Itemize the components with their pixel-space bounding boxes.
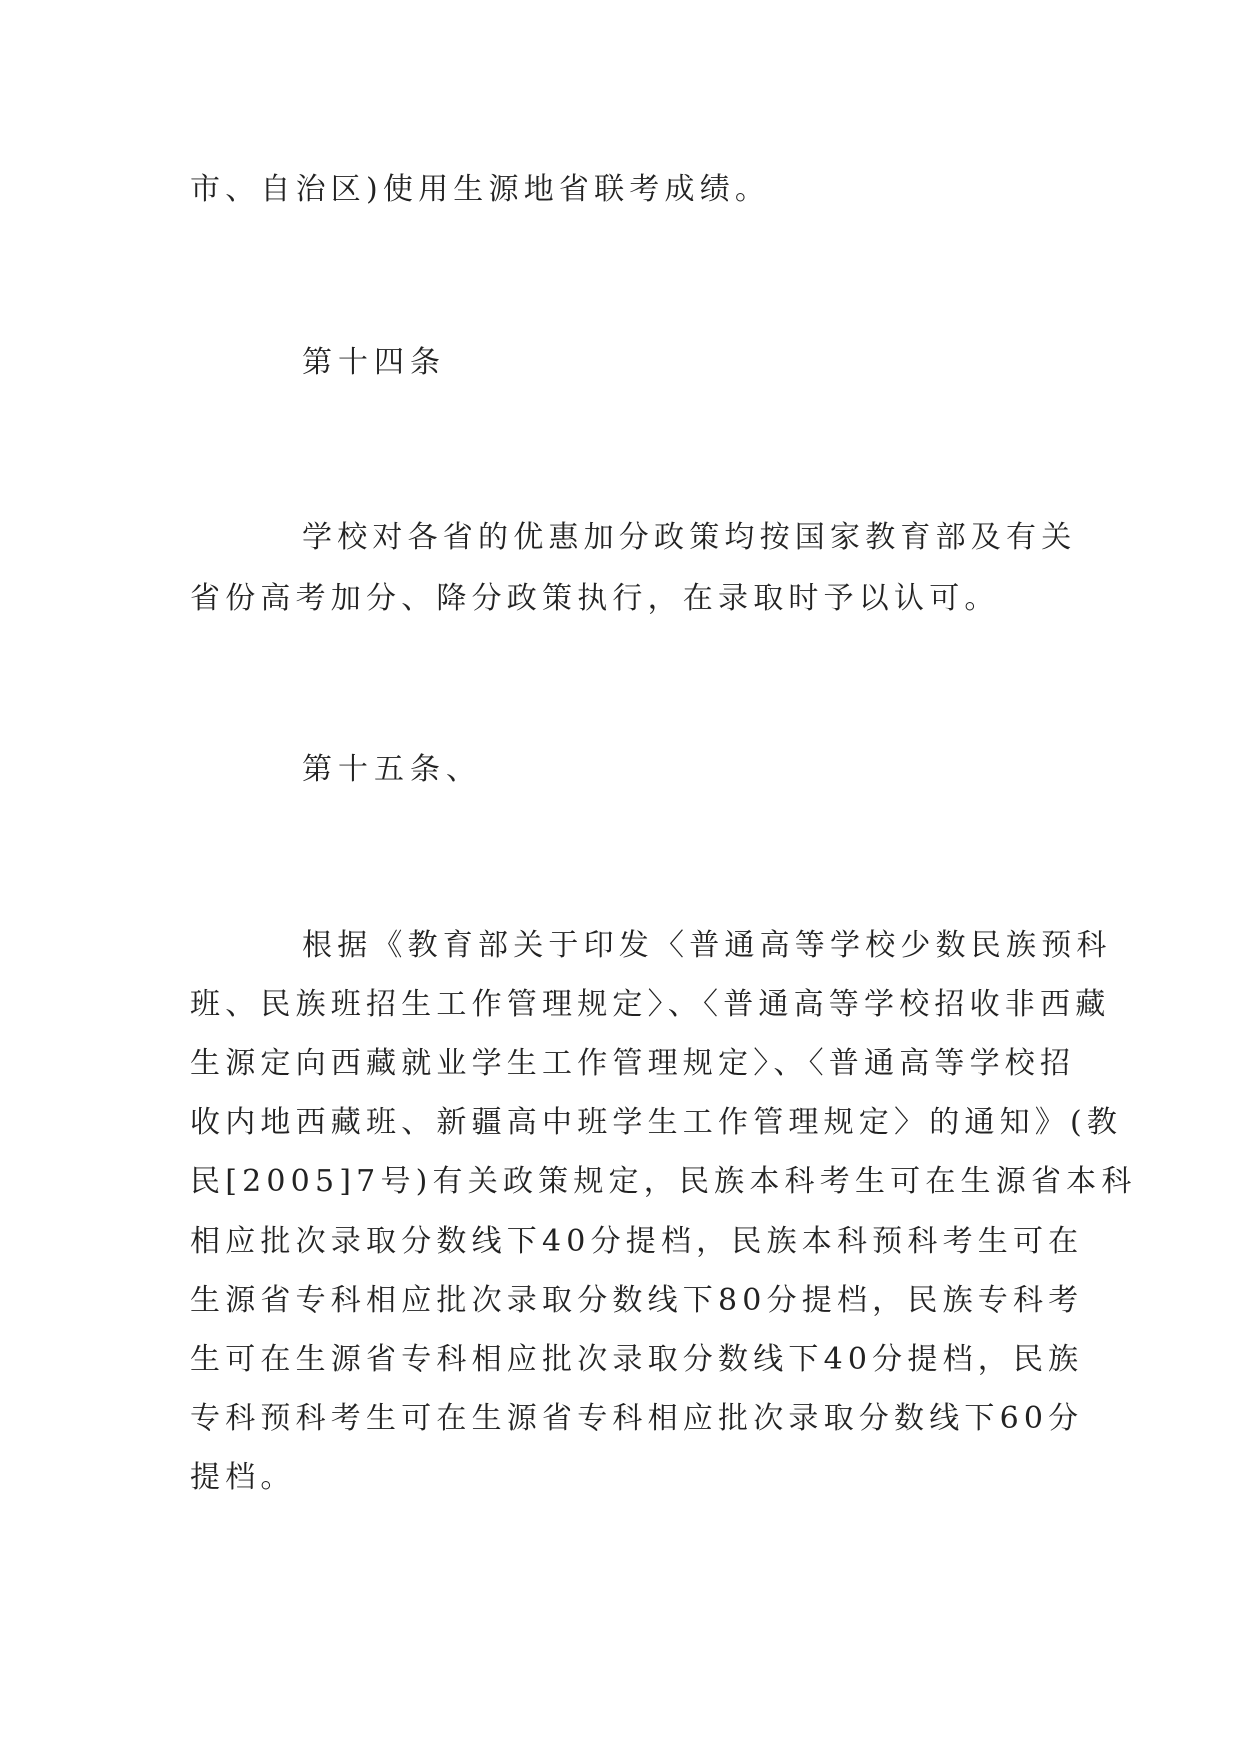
article-15-line-3: 生源定向西藏就业学生工作管理规定〉、〈普通高等学校招 xyxy=(190,1046,1076,1081)
article-14-line-2: 省份高考加分、降分政策执行，在录取时予以认可。 xyxy=(190,581,1000,616)
article-15-line-7: 生源省专科相应批次录取分数线下80分提档，民族专科考 xyxy=(190,1283,1084,1318)
article-15-line-10: 提档。 xyxy=(190,1460,296,1495)
article-14-heading: 第十四条 xyxy=(302,345,446,380)
article-15-line-2: 班、民族班招生工作管理规定〉、〈普通高等学校招收非西藏 xyxy=(190,987,1111,1022)
article-15-line-6: 相应批次录取分数线下40分提档，民族本科预科考生可在 xyxy=(190,1224,1084,1259)
continuation-text: 市、自治区)使用生源地省联考成绩。 xyxy=(190,172,771,207)
article-15-heading: 第十五条、 xyxy=(302,752,482,787)
article-15-line-5: 民[2005]7号)有关政策规定，民族本科考生可在生源省本科 xyxy=(190,1164,1137,1199)
article-15-line-9: 专科预科考生可在生源省专科相应批次录取分数线下60分 xyxy=(190,1401,1084,1436)
article-15-line-8: 生可在生源省专科相应批次录取分数线下40分提档，民族 xyxy=(190,1342,1084,1377)
article-14-line-1: 学校对各省的优惠加分政策均按国家教育部及有关 xyxy=(302,520,1077,555)
article-15-line-4: 收内地西藏班、新疆高中班学生工作管理规定〉的通知》(教 xyxy=(190,1105,1123,1140)
article-15-line-1: 根据《教育部关于印发〈普通高等学校少数民族预科 xyxy=(302,928,1112,963)
